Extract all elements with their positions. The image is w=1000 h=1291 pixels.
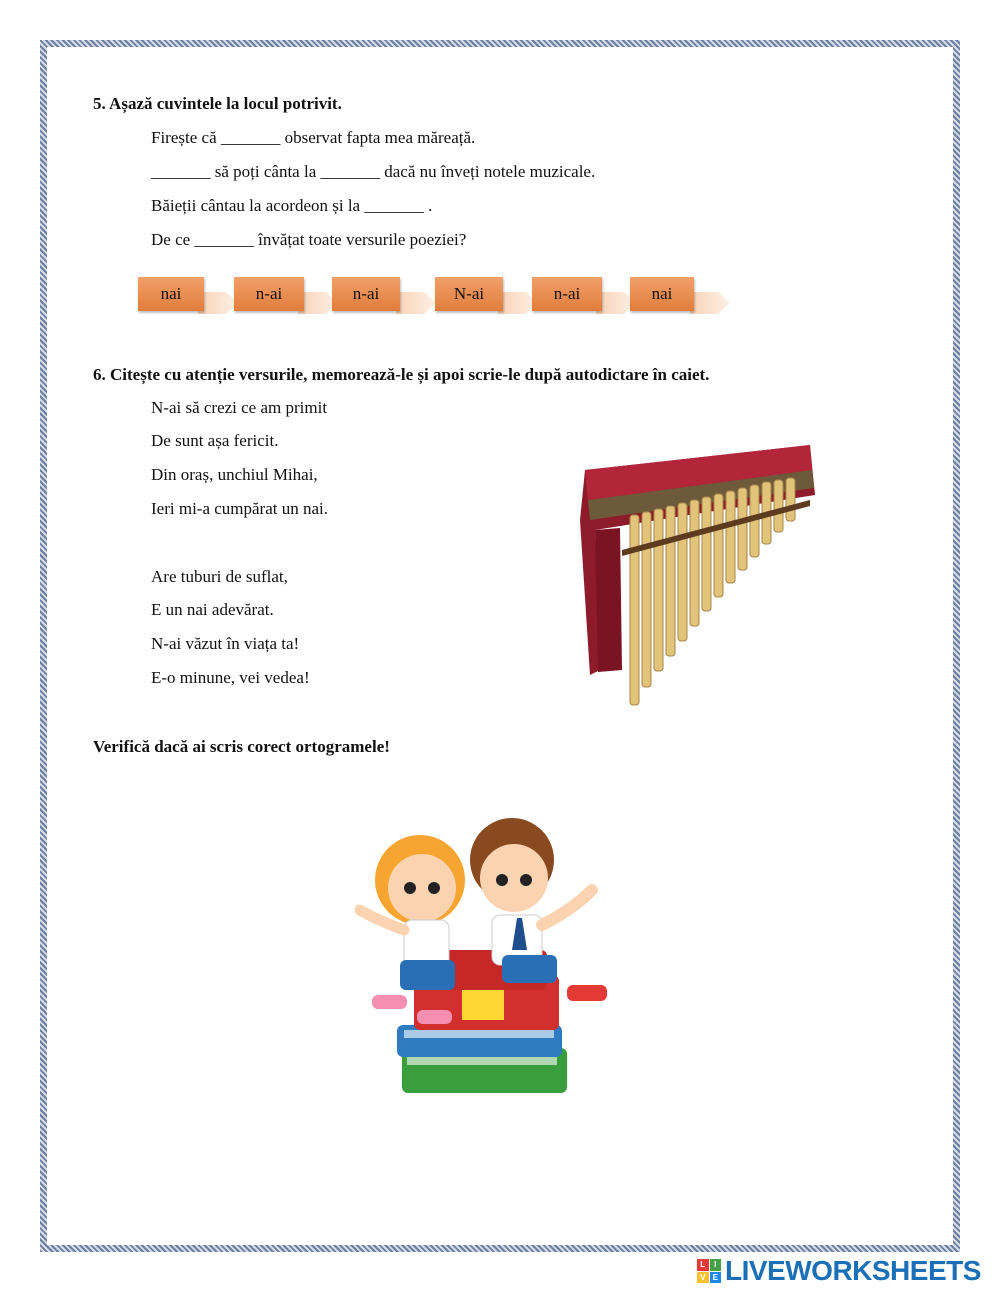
sentence-4: De ce _______ învățat toate versurile poeziei? [151,230,467,249]
chip-arrow [396,292,436,314]
poem-line-5: Are tuburi de suflat, [151,567,288,586]
sentence-3: Băieții cântau la acordeon și la _______ . [151,196,433,215]
liveworksheets-logo [697,1256,981,1286]
poem-line-6: E un nai adevărat. [151,600,274,619]
word-chip-nai[interactable]: nai [630,277,694,311]
sentence-1: Firește că _______ observat fapta mea măreață. [151,128,476,147]
poem-line-1: N-ai să crezi ce am primit [151,398,328,417]
chip-arrow [690,292,730,314]
word-chip-n-ai[interactable]: n-ai [234,277,304,311]
word-chip-n-ai[interactable]: n-ai [532,277,602,311]
logo-icon: L I V E [697,1259,721,1283]
word-chip-nai[interactable]: nai [138,277,204,311]
sentence-2: _______ să poți cânta la _______ dacă nu înveți notele muzicale. [151,162,596,181]
exercise-5-title: 5. Așază cuvintele la locul potrivit. [93,94,342,113]
poem-line-3: Din oraș, unchiul Mihai, [151,465,318,484]
chip-arrow [198,292,238,314]
kids-on-books-image [352,800,622,1115]
word-chip-N-ai[interactable]: N-ai [435,277,503,311]
logo-text: LIVEWORKSHEETS [725,1255,981,1286]
exercise-6-title: 6. Citește cu atenție versurile, memorează-le și apoi scrie-le după autodictare în caiet. [93,365,710,384]
poem-line-4: Ieri mi-a cumpărat un nai. [151,499,329,518]
word-bank [138,277,738,313]
word-chip-n-ai[interactable]: n-ai [332,277,400,311]
poem-line-7: N-ai văzut în viața ta! [151,634,300,653]
poem-line-2: De sunt așa fericit. [151,431,279,450]
pan-flute-image [560,440,825,715]
poem-line-8: E-o minune, vei vedea! [151,668,310,687]
check-note: Verifică dacă ai scris corect ortogramele! [93,737,390,756]
